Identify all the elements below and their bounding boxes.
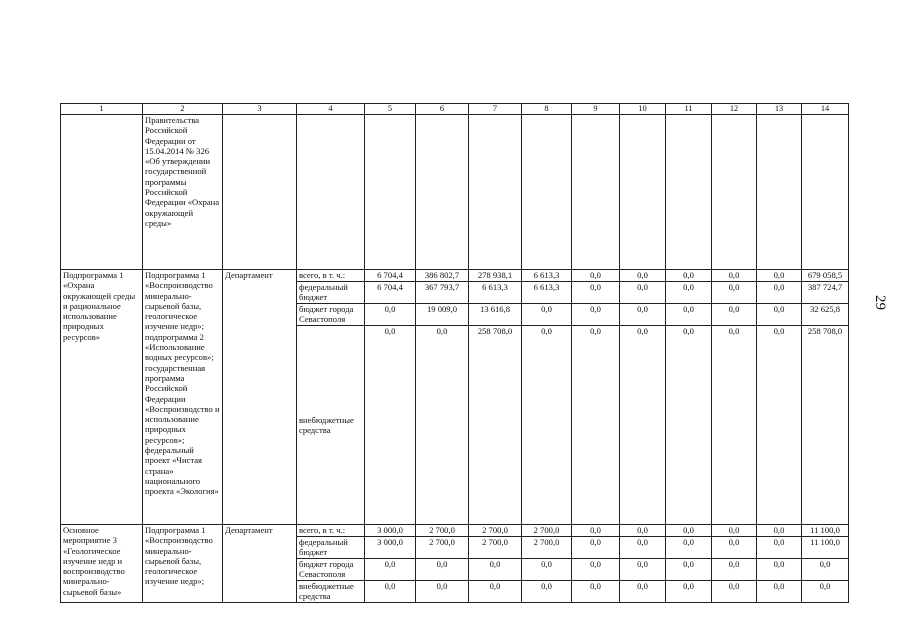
program-name-cell: Подпрограмма 1 «Охрана окружающей среды и рациональное использование природных ресурсов» (61, 270, 143, 525)
value-cell: 0,0 (757, 326, 802, 525)
value-cell: 0,0 (802, 581, 849, 603)
value-cell: 0,0 (757, 282, 802, 304)
column-number-row (61, 104, 849, 115)
value-cell: 0,0 (620, 537, 666, 559)
continuation-row (61, 115, 849, 270)
column-header: 10 (620, 104, 666, 115)
value-cell: 0,0 (620, 581, 666, 603)
value-cell: 6 613,3 (522, 270, 572, 282)
value-cell: 0,0 (365, 559, 416, 581)
value-cell: 0,0 (757, 270, 802, 282)
value-cell: 0,0 (666, 525, 712, 537)
page-number: 29 (872, 295, 888, 310)
value-cell: 0,0 (757, 559, 802, 581)
funding-source-cell: федеральный бюджет (297, 282, 365, 304)
value-cell: 0,0 (757, 581, 802, 603)
funding-source-cell: внебюджетные средства (297, 326, 365, 525)
value-cell: 6 613,3 (469, 282, 522, 304)
value-cell: 0,0 (365, 326, 416, 525)
value-cell: 0,0 (620, 525, 666, 537)
value-cell: 0,0 (620, 559, 666, 581)
value-cell: 2 700,0 (416, 537, 469, 559)
column-header: 9 (572, 104, 620, 115)
value-cell: 0,0 (712, 326, 757, 525)
funding-source-cell: бюджет города Севастополя (297, 559, 365, 581)
funding-table (60, 103, 849, 603)
value-cell: 0,0 (522, 304, 572, 326)
value-cell: 0,0 (522, 326, 572, 525)
program-basis-cell: Правительства Российской Федерации от 15.04.2014 № 326 «Об утверждении государственной программы Российской Федерации «Охрана окружающей среды» (143, 115, 223, 270)
value-cell: 0,0 (365, 304, 416, 326)
table-row (61, 270, 849, 282)
value-cell: 3 000,0 (365, 537, 416, 559)
value-cell: 0,0 (712, 270, 757, 282)
value-cell: 0,0 (572, 559, 620, 581)
funding-source-cell: бюджет города Севастополя (297, 304, 365, 326)
value-cell: 0,0 (666, 537, 712, 559)
value-cell: 0,0 (522, 581, 572, 603)
value-cell: 0,0 (572, 581, 620, 603)
column-header: 2 (143, 104, 223, 115)
table-cell (620, 115, 666, 270)
value-cell: 3 000,0 (365, 525, 416, 537)
table-cell (297, 115, 365, 270)
table-cell (802, 115, 849, 270)
value-cell: 11 100,0 (802, 537, 849, 559)
value-cell: 0,0 (666, 304, 712, 326)
column-header: 13 (757, 104, 802, 115)
value-cell: 0,0 (666, 270, 712, 282)
table-cell (223, 115, 297, 270)
value-cell: 386 802,7 (416, 270, 469, 282)
value-cell: 0,0 (620, 270, 666, 282)
column-header: 14 (802, 104, 849, 115)
program-name-cell: Основное мероприятие 3 «Геологическое изучение недр и воспроизводство минерально-сырьевой базы» (61, 525, 143, 603)
value-cell: 0,0 (712, 537, 757, 559)
column-header: 12 (712, 104, 757, 115)
value-cell: 0,0 (666, 282, 712, 304)
value-cell: 0,0 (757, 304, 802, 326)
value-cell: 0,0 (572, 304, 620, 326)
program-basis-cell: Подпрограмма 1 «Воспроизводство минерально-сырьевой базы, геологическое изучение недр»; (143, 525, 223, 603)
value-cell: 13 616,8 (469, 304, 522, 326)
value-cell: 0,0 (666, 326, 712, 525)
value-cell: 6 613,3 (522, 282, 572, 304)
table-cell (757, 115, 802, 270)
value-cell: 0,0 (572, 282, 620, 304)
value-cell: 0,0 (712, 525, 757, 537)
table-cell (572, 115, 620, 270)
funding-source-cell: федеральный бюджет (297, 537, 365, 559)
value-cell: 0,0 (572, 525, 620, 537)
column-header: 5 (365, 104, 416, 115)
value-cell: 2 700,0 (416, 525, 469, 537)
value-cell: 2 700,0 (522, 537, 572, 559)
table-cell (469, 115, 522, 270)
value-cell: 0,0 (712, 581, 757, 603)
value-cell: 0,0 (757, 537, 802, 559)
value-cell: 679 058,5 (802, 270, 849, 282)
column-header: 1 (61, 104, 143, 115)
value-cell: 19 009,0 (416, 304, 469, 326)
value-cell: 258 708,0 (469, 326, 522, 525)
value-cell: 258 708,0 (802, 326, 849, 525)
funding-source-cell: внебюджетные средства (297, 581, 365, 603)
table-cell (666, 115, 712, 270)
value-cell: 0,0 (620, 326, 666, 525)
value-cell: 2 700,0 (522, 525, 572, 537)
value-cell: 0,0 (416, 581, 469, 603)
table-cell (61, 115, 143, 270)
column-header: 11 (666, 104, 712, 115)
column-header: 8 (522, 104, 572, 115)
value-cell: 6 704,4 (365, 282, 416, 304)
value-cell: 0,0 (666, 559, 712, 581)
value-cell: 0,0 (712, 282, 757, 304)
value-cell: 0,0 (620, 304, 666, 326)
value-cell: 0,0 (712, 304, 757, 326)
value-cell: 0,0 (712, 559, 757, 581)
table-row (61, 525, 849, 537)
value-cell: 0,0 (365, 581, 416, 603)
funding-source-cell: всего, в т. ч.: (297, 525, 365, 537)
value-cell: 0,0 (757, 525, 802, 537)
value-cell: 0,0 (522, 559, 572, 581)
value-cell: 2 700,0 (469, 537, 522, 559)
table-cell (416, 115, 469, 270)
value-cell: 6 704,4 (365, 270, 416, 282)
value-cell: 32 625,8 (802, 304, 849, 326)
column-header: 6 (416, 104, 469, 115)
value-cell: 0,0 (666, 581, 712, 603)
value-cell: 0,0 (572, 270, 620, 282)
value-cell: 0,0 (416, 326, 469, 525)
column-header: 3 (223, 104, 297, 115)
funding-source-cell: всего, в т. ч.: (297, 270, 365, 282)
column-header: 4 (297, 104, 365, 115)
table-cell (712, 115, 757, 270)
table-cell (365, 115, 416, 270)
value-cell: 387 724,7 (802, 282, 849, 304)
executor-cell: Департамент (223, 270, 297, 525)
column-header: 7 (469, 104, 522, 115)
table-cell (522, 115, 572, 270)
value-cell: 11 100,0 (802, 525, 849, 537)
program-basis-cell: Подпрограмма 1 «Воспроизводство минерально-сырьевой базы, геологическое изучение недр»; подпрограмма 2 «Использование водных ресурсов»; государственная программа Российской Федерации «Воспроизводство и использование природных ресурсов»; федеральный проект «Чистая страна» национального проекта «Экология» (143, 270, 223, 525)
value-cell: 0,0 (572, 537, 620, 559)
value-cell: 278 938,1 (469, 270, 522, 282)
value-cell: 0,0 (620, 282, 666, 304)
value-cell: 0,0 (469, 559, 522, 581)
value-cell: 0,0 (416, 559, 469, 581)
executor-cell: Департамент (223, 525, 297, 603)
value-cell: 367 793,7 (416, 282, 469, 304)
value-cell: 0,0 (802, 559, 849, 581)
value-cell: 0,0 (469, 581, 522, 603)
value-cell: 2 700,0 (469, 525, 522, 537)
value-cell: 0,0 (572, 326, 620, 525)
